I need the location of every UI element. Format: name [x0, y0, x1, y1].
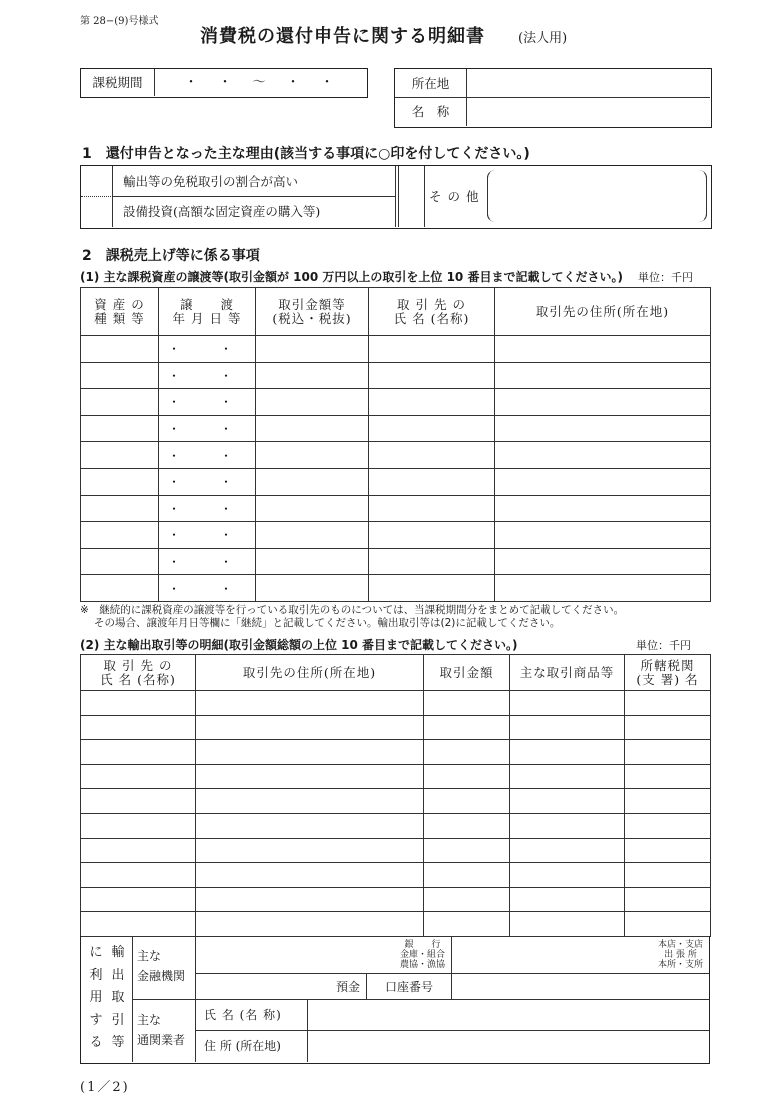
cell[interactable]: [625, 813, 711, 838]
bank-type-l1: 銀 行: [404, 940, 441, 950]
tax-period-label: 課税期間: [81, 69, 155, 96]
agent-name-field[interactable]: [308, 1000, 709, 1031]
company-info-box: [394, 68, 712, 128]
cell[interactable]: [510, 715, 625, 740]
col-export-partner-name-l2: 氏 名 (名称): [100, 671, 176, 687]
page-title: 消費税の還付申告に関する明細書: [200, 26, 485, 47]
agent-label: [133, 1000, 196, 1062]
tax-period-box: [80, 68, 368, 98]
cell[interactable]: [369, 468, 495, 495]
cell[interactable]: [196, 813, 424, 838]
col-amount-l2: (税込・税抜): [272, 310, 352, 326]
cell[interactable]: [369, 389, 495, 416]
bank-label: [133, 936, 196, 1000]
table-row: [81, 362, 711, 389]
cell[interactable]: [81, 764, 196, 789]
side-char: 出: [111, 967, 125, 983]
bank-branch-field[interactable]: [452, 936, 709, 974]
cell[interactable]: [625, 691, 711, 716]
account-number-label: 口座番号: [366, 974, 452, 1000]
cell[interactable]: [495, 575, 711, 602]
bank-type-l2: 金庫・組合: [399, 950, 445, 960]
table-row: [81, 522, 711, 549]
cell[interactable]: [196, 912, 424, 937]
deposit-label: 預金: [335, 980, 360, 994]
reason2-label: 設備投資(高額な固定資産の購入等): [123, 204, 321, 219]
section2-heading: 2 課税売上げ等に係る事項: [82, 248, 260, 264]
side-char: る: [89, 1035, 103, 1050]
cell[interactable]: [424, 887, 510, 912]
table-row: [81, 336, 711, 363]
cell[interactable]: [369, 336, 495, 363]
col-export-goods: 主な取引商品等: [510, 655, 625, 691]
col-export-partner-name-l1: 取 引 先 の: [103, 657, 173, 673]
cell[interactable]: [424, 764, 510, 789]
table-row: [81, 468, 711, 495]
side-label-col1: [87, 942, 105, 1055]
cell[interactable]: [424, 838, 510, 863]
cell[interactable]: [81, 789, 196, 814]
section1-heading: 1 還付申告となった主な理由(該当する事項に○印を付してください。): [82, 146, 530, 162]
cell[interactable]: [495, 362, 711, 389]
cell[interactable]: [81, 575, 159, 602]
bank-label-l1: 主な: [137, 949, 162, 963]
table-row: [81, 813, 711, 838]
cell[interactable]: [256, 468, 369, 495]
cell[interactable]: [495, 548, 711, 575]
cell[interactable]: [495, 415, 711, 442]
cell[interactable]: [424, 813, 510, 838]
cell[interactable]: [625, 789, 711, 814]
cell[interactable]: [424, 863, 510, 888]
branch-l2: 出 張 所: [664, 950, 697, 960]
location-field[interactable]: [467, 69, 710, 98]
cell[interactable]: [510, 764, 625, 789]
cell[interactable]: [510, 813, 625, 838]
cell[interactable]: [369, 522, 495, 549]
table-row: [81, 495, 711, 522]
table-row: [81, 442, 711, 469]
cell[interactable]: [256, 522, 369, 549]
cell[interactable]: [256, 575, 369, 602]
form-number: 第 28−(9)号様式: [80, 16, 159, 27]
reason1-mark-cell[interactable]: [81, 166, 113, 197]
side-char: 取: [111, 990, 125, 1005]
reason1-label: 輸出等の免税取引の割合が高い: [113, 166, 395, 197]
agent-label-l2: 通関業者: [137, 1033, 186, 1047]
table-row: [81, 764, 711, 789]
cell[interactable]: [510, 740, 625, 765]
cell[interactable]: [196, 715, 424, 740]
date-cell[interactable]: ・ ・: [159, 442, 256, 469]
cell[interactable]: [196, 740, 424, 765]
date-cell[interactable]: ・ ・: [159, 362, 256, 389]
cell[interactable]: [424, 740, 510, 765]
table-row: [81, 838, 711, 863]
tax-period-field[interactable]: ・ ・ 〜 ・ ・: [184, 75, 338, 90]
table-row: [81, 887, 711, 912]
table-row: [81, 912, 711, 937]
cell[interactable]: [81, 715, 196, 740]
cell[interactable]: [424, 691, 510, 716]
name-field[interactable]: [467, 98, 710, 126]
col-export-partner-address: 取引先の住所(所在地): [196, 655, 424, 691]
cell[interactable]: [424, 715, 510, 740]
col-partner-name: [369, 288, 495, 336]
col-customs-office-l2: (支 署) 名: [636, 671, 699, 687]
cell[interactable]: [81, 522, 159, 549]
bank-type-options: [400, 940, 445, 970]
cell[interactable]: [81, 548, 159, 575]
cell[interactable]: [256, 548, 369, 575]
agent-name-label: 氏 名 (名 称): [196, 1000, 308, 1031]
cell[interactable]: [196, 691, 424, 716]
cell[interactable]: [369, 442, 495, 469]
table-row: [81, 789, 711, 814]
col-partner-name-l1: 取 引 先 の: [397, 296, 466, 312]
date-cell[interactable]: ・ ・: [159, 389, 256, 416]
export-table: [80, 654, 711, 937]
table-row: [81, 415, 711, 442]
col-transfer-date: [159, 288, 256, 336]
side-char: 等: [111, 1035, 125, 1050]
cell[interactable]: [81, 912, 196, 937]
col-customs-office: [625, 655, 711, 691]
side-char: 引: [111, 1012, 125, 1028]
other-mark-cell[interactable]: [399, 166, 425, 227]
bank-type-l3: 農協・漁協: [399, 960, 445, 970]
cell[interactable]: [256, 495, 369, 522]
cell[interactable]: [369, 495, 495, 522]
col-partner-address: 取引先の住所(所在地): [495, 288, 711, 336]
cell[interactable]: [495, 336, 711, 363]
col-transfer-date-l1: 譲 渡: [179, 296, 234, 312]
cell[interactable]: [510, 838, 625, 863]
table-row: [81, 715, 711, 740]
cell[interactable]: [81, 863, 196, 888]
col-amount-l1: 取引金額等: [278, 296, 346, 312]
table-row: [81, 575, 711, 602]
cell[interactable]: [495, 442, 711, 469]
cell[interactable]: [510, 789, 625, 814]
cell[interactable]: [81, 415, 159, 442]
cell[interactable]: [256, 389, 369, 416]
branch-type-options: [658, 940, 703, 970]
date-cell[interactable]: ・ ・: [159, 575, 256, 602]
sub1-unit: 単位：千円: [638, 271, 693, 284]
col-asset-type-l1: 資 産 の: [94, 296, 145, 312]
cell[interactable]: [369, 575, 495, 602]
col-transfer-date-l2: 年 月 日 等: [172, 310, 242, 326]
name-label: 名 称: [395, 98, 467, 126]
location-label: 所在地: [395, 69, 467, 98]
cell[interactable]: [510, 691, 625, 716]
page-title-suffix: (法人用): [518, 31, 568, 46]
side-char: に: [89, 945, 103, 960]
cell[interactable]: [81, 442, 159, 469]
cell[interactable]: [510, 863, 625, 888]
cell[interactable]: [625, 715, 711, 740]
cell[interactable]: [196, 764, 424, 789]
cell[interactable]: [81, 813, 196, 838]
cell[interactable]: [625, 912, 711, 937]
cell[interactable]: [196, 887, 424, 912]
cell[interactable]: [81, 495, 159, 522]
cell[interactable]: [495, 522, 711, 549]
side-char: す: [89, 1012, 103, 1028]
cell[interactable]: [81, 468, 159, 495]
cell[interactable]: [196, 838, 424, 863]
date-cell[interactable]: ・ ・: [159, 336, 256, 363]
cell[interactable]: [369, 362, 495, 389]
other-label: そ の 他: [429, 189, 480, 204]
cell[interactable]: [81, 389, 159, 416]
col-customs-office-l1: 所轄税関: [640, 657, 695, 673]
deposit-type-field[interactable]: [196, 974, 366, 1000]
cell[interactable]: [625, 863, 711, 888]
side-char: 輸: [111, 945, 125, 960]
date-cell[interactable]: ・ ・: [159, 548, 256, 575]
sub2-unit: 単位：千円: [636, 639, 691, 652]
cell[interactable]: [81, 362, 159, 389]
date-cell[interactable]: ・ ・: [159, 415, 256, 442]
side-char: 利: [89, 967, 103, 983]
date-cell[interactable]: ・ ・: [159, 468, 256, 495]
branch-l1: 本店・支店: [657, 940, 703, 950]
branch-l3: 本所・支所: [657, 960, 703, 970]
table-row: [81, 548, 711, 575]
export-support-box: [80, 936, 710, 1064]
cell[interactable]: [424, 789, 510, 814]
cell[interactable]: [256, 415, 369, 442]
col-export-partner-name: [81, 655, 196, 691]
other-field[interactable]: [487, 170, 707, 222]
cell[interactable]: [196, 789, 424, 814]
cell[interactable]: [81, 887, 196, 912]
cell[interactable]: [510, 912, 625, 937]
cell[interactable]: [625, 838, 711, 863]
col-export-amount: 取引金額: [424, 655, 510, 691]
cell[interactable]: [81, 838, 196, 863]
bank-label-l2: 金融機関: [137, 969, 186, 983]
sub1-title: (1) 主な課税資産の譲渡等(取引金額が 100 万円以上の取引を上位 10 番目まで記載してください。): [80, 270, 623, 284]
cell[interactable]: [495, 468, 711, 495]
col-amount: [256, 288, 369, 336]
table-row: [81, 691, 711, 716]
account-number-field[interactable]: [452, 974, 709, 1000]
agent-address-field[interactable]: [308, 1031, 709, 1062]
cell[interactable]: [495, 389, 711, 416]
table-row: [81, 389, 711, 416]
cell[interactable]: [81, 336, 159, 363]
reason-box: [80, 165, 712, 229]
cell[interactable]: [256, 336, 369, 363]
cell[interactable]: [369, 548, 495, 575]
table-row: [81, 740, 711, 765]
date-cell[interactable]: ・ ・: [159, 495, 256, 522]
cell[interactable]: [369, 415, 495, 442]
cell[interactable]: [256, 442, 369, 469]
cell[interactable]: [625, 887, 711, 912]
cell[interactable]: [196, 863, 424, 888]
cell[interactable]: [424, 912, 510, 937]
side-label-cell: [81, 936, 133, 1062]
page-number: (1／2): [80, 1080, 130, 1095]
date-cell[interactable]: ・ ・: [159, 522, 256, 549]
col-asset-type-l2: 種 類 等: [94, 310, 145, 326]
col-asset-type: [81, 288, 159, 336]
side-label-col2: [109, 942, 127, 1055]
cell[interactable]: [625, 764, 711, 789]
sub2-title: (2) 主な輸出取引等の明細(取引金額総額の上位 10 番目まで記載してください。): [80, 638, 518, 652]
cell[interactable]: [495, 495, 711, 522]
reason2-mark-cell[interactable]: [81, 197, 113, 227]
cell[interactable]: [81, 691, 196, 716]
sub1-note-line1: ※ 継続的に課税資産の譲渡等を行っている取引先のものについては、当課税期間分をまとめて記載してください。: [80, 604, 625, 616]
side-char: 用: [89, 990, 103, 1005]
agent-label-l1: 主な: [137, 1013, 162, 1027]
cell[interactable]: [81, 740, 196, 765]
cell[interactable]: [256, 362, 369, 389]
sub1-note-line2: その場合、譲渡年月日等欄に「継続」と記載してください。輸出取引等は(2)に記載してください。: [94, 617, 561, 629]
col-partner-name-l2: 氏 名 (名称): [393, 310, 470, 326]
cell[interactable]: [625, 740, 711, 765]
table-row: [81, 863, 711, 888]
agent-address-label: 住 所 (所在地): [196, 1031, 308, 1062]
taxable-transfer-table: [80, 287, 711, 602]
bank-name-field[interactable]: [196, 936, 452, 974]
cell[interactable]: [510, 887, 625, 912]
